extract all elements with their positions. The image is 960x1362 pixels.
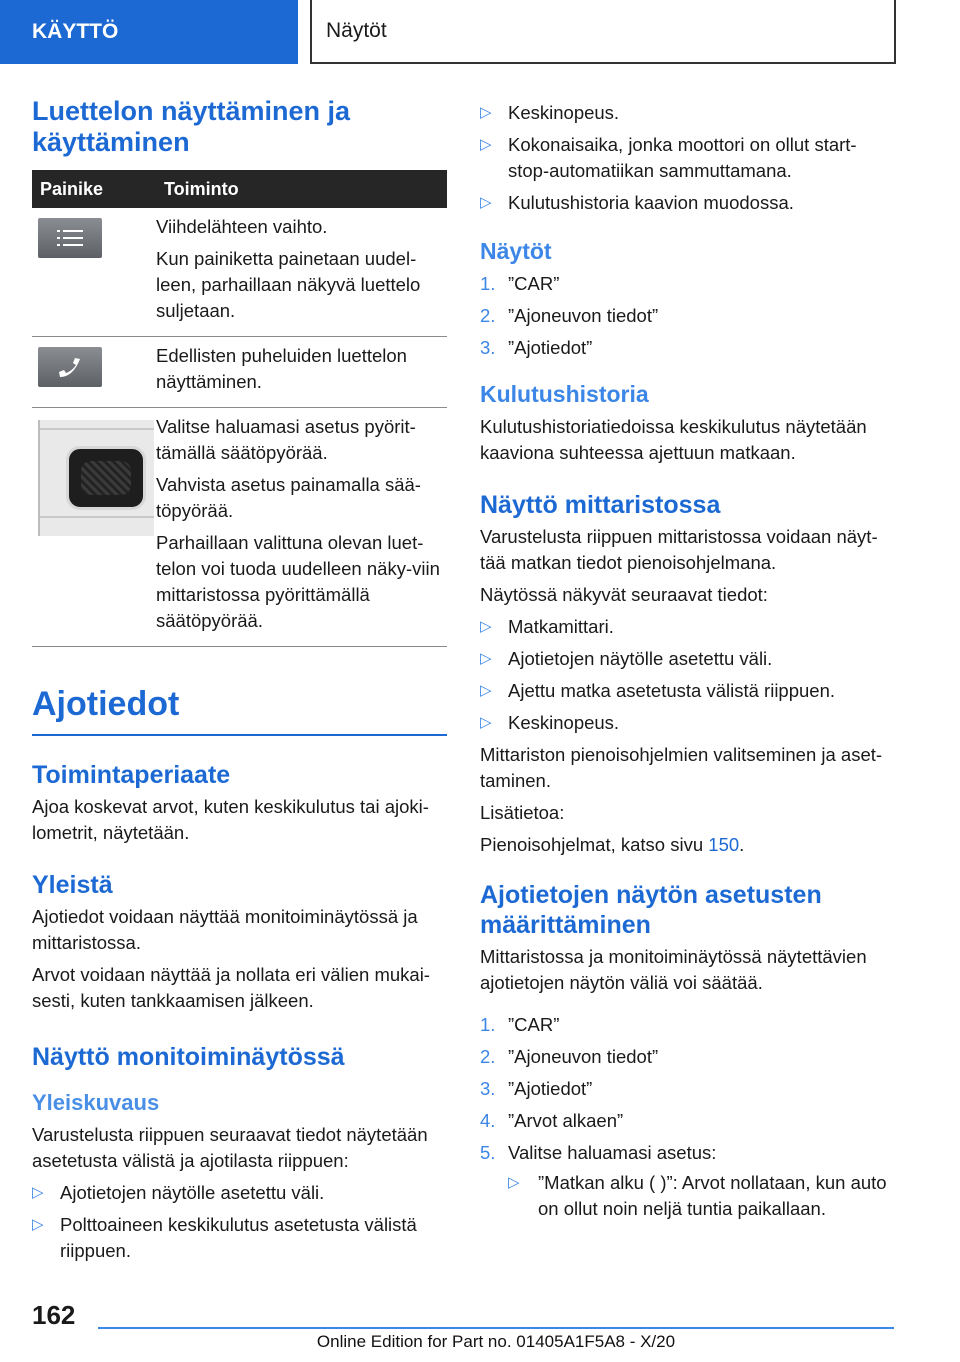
bullet-triangle-icon: ▷: [480, 650, 492, 667]
settings-title: Ajotietojen näytön asetusten määrittäminen: [480, 881, 822, 939]
overview-text: Varustelusta riippuen seuraavat tiedot näytetään asetetusta välistä ja ajotilasta riippuen:: [32, 1124, 428, 1171]
cluster-text-3: Mittariston pienoisohjelmien valitseminen ja aset-taminen.: [480, 744, 883, 791]
list-item: 2. ”Ajoneuvon tiedot”: [480, 1046, 659, 1067]
table-text: Parhaillaan valittuna olevan luet-telon voi tuoda uudelleen näky-viin mittaristossa pyörittämällä säätöpyörää.: [156, 532, 440, 631]
overview-list-continued: [480, 100, 896, 216]
left-column: [32, 96, 447, 1270]
bullet-triangle-icon: ▷: [480, 714, 492, 731]
table-cell-icon: [32, 208, 156, 337]
cluster-list: [480, 614, 896, 736]
footer-edition: Online Edition for Part no. 01405A1F5A8 - X/20: [316, 1332, 676, 1351]
button-function-table: [32, 170, 447, 647]
cluster-text-2: Näytössä näkyvät seuraavat tiedot:: [480, 584, 768, 605]
list-item: 4. ”Arvot alkaen”: [480, 1110, 624, 1131]
overview-title: Yleiskuvaus: [32, 1090, 160, 1115]
history-text: Kulutushistoriatiedoissa keskikulutus näytetään kaaviona suhteessa ajettuun matkaan.: [480, 416, 867, 463]
list-item: ▷ Ajettu matka asetetusta välistä riippuen.: [480, 678, 896, 704]
table-text: Viihdelähteen vaihto.: [156, 216, 328, 237]
history-title: Kulutushistoria: [480, 381, 649, 407]
header-chapter-tab: [310, 0, 896, 64]
list-item: 3. ”Ajotiedot”: [480, 337, 593, 358]
bullet-triangle-icon: ▷: [508, 1174, 520, 1191]
list-item: 2. ”Ajoneuvon tiedot”: [480, 305, 659, 326]
list-item: 1. ”CAR”: [480, 273, 560, 294]
general-title: Yleistä: [32, 871, 113, 899]
header-chapter-label: Näytöt: [326, 19, 387, 42]
table-row: [32, 408, 447, 647]
bullet-triangle-icon: ▷: [480, 136, 492, 153]
bullet-triangle-icon: ▷: [480, 618, 492, 635]
list-item: ▷ Ajotietojen näytölle asetettu väli.: [480, 646, 896, 672]
settings-sub-list: [508, 1170, 896, 1222]
controller-wheel-icon: [38, 420, 154, 536]
table-cell-icon: [32, 337, 156, 408]
list-icon: [38, 218, 102, 258]
list-item: ▷ Polttoaineen keskikulutus asetetusta välistä riippuen.: [32, 1214, 417, 1261]
page-number: 162: [32, 1300, 76, 1330]
table-cell-function: [156, 337, 447, 408]
list-section-title: Luettelon näyttäminen ja käyttäminen: [32, 96, 351, 157]
settings-text: Mittaristossa ja monitoiminäytössä näytettävien ajotietojen näytön väliä voi säätää.: [480, 946, 867, 993]
phone-icon: [38, 347, 102, 387]
table-text: Valitse haluamasi asetus pyörit-tämällä säätöpyörää.: [156, 416, 416, 463]
cluster-text-4: Lisätietoa:: [480, 802, 565, 823]
bullet-triangle-icon: ▷: [480, 682, 492, 699]
mfd-title: Näyttö monitoiminäytössä: [32, 1043, 345, 1071]
page-reference-link[interactable]: 150: [708, 834, 740, 855]
right-column: [480, 100, 896, 1228]
principle-text: Ajoa koskevat arvot, kuten keskikulutus tai ajoki-lometrit, näytetään.: [32, 796, 429, 843]
table-header-button: Painike: [32, 170, 156, 208]
table-text: Edellisten puheluiden luettelon näyttäminen.: [156, 345, 407, 392]
settings-steps: [480, 1012, 896, 1222]
table-row: [32, 208, 447, 337]
displays-steps: [480, 271, 896, 361]
table-text: Kun painiketta painetaan uudel-leen, parhaillaan näkyvä luettelo suljetaan.: [156, 248, 421, 321]
overview-list: [32, 1180, 447, 1264]
list-item: ▷ ”Matkan alku ( )”: Arvot nollataan, kun auto on ollut noin neljä tuntia paikallaan.: [508, 1172, 887, 1219]
list-item: ▷ Matkamittari.: [480, 614, 896, 640]
list-item: 1. ”CAR”: [480, 1014, 560, 1035]
table-cell-function: [156, 208, 447, 337]
table-row: [32, 337, 447, 408]
cluster-reference: Pienoisohjelmat, katso sivu 150.: [480, 834, 745, 855]
list-item: ▷ Keskinopeus.: [480, 710, 896, 736]
list-item: ▷ Kulutushistoria kaavion muodossa.: [480, 190, 896, 216]
table-text: Vahvista asetus painamalla sää-töpyörää.: [156, 474, 421, 521]
cluster-title: Näyttö mittaristossa: [480, 491, 721, 519]
table-header-function: Toiminto: [156, 170, 447, 208]
principle-title: Toimintaperiaate: [32, 761, 231, 789]
general-text-2: Arvot voidaan näyttää ja nollata eri välien mukai-sesti, kuten tankkaamisen jälkeen.: [32, 964, 430, 1011]
bullet-triangle-icon: ▷: [32, 1184, 44, 1201]
table-header-row: [32, 170, 447, 208]
general-text-1: Ajotiedot voidaan näyttää monitoiminäytössä ja mittaristossa.: [32, 906, 418, 953]
footer-divider: [98, 1327, 894, 1329]
list-item: 3. ”Ajotiedot”: [480, 1078, 593, 1099]
cluster-text-1: Varustelusta riippuen mittaristossa voidaan näyt-tää matkan tiedot pienoisohjelmana.: [480, 526, 878, 573]
table-cell-function: [156, 408, 447, 647]
displays-title: Näytöt: [480, 238, 552, 264]
bullet-triangle-icon: ▷: [32, 1216, 44, 1233]
bullet-triangle-icon: ▷: [480, 104, 492, 121]
header-section-tab: [0, 0, 298, 64]
bullet-triangle-icon: ▷: [480, 194, 492, 211]
chapter-title: Ajotiedot: [32, 685, 447, 736]
list-item: ▷ Kokonaisaika, jonka moottori on ollut start-stop-automatiikan sammuttamana.: [480, 134, 857, 181]
header-section-label: KÄYTTÖ: [32, 20, 119, 43]
list-item: ▷ Ajotietojen näytölle asetettu väli.: [32, 1180, 447, 1206]
list-item: 5. Valitse haluamasi asetus: ▷ ”Matkan alku ( )”: Arvot nollataan, kun auto on ollut noin neljä tuntia paikallaan.: [480, 1140, 896, 1222]
table-cell-icon: [32, 408, 156, 647]
list-item: ▷ Keskinopeus.: [480, 100, 896, 126]
